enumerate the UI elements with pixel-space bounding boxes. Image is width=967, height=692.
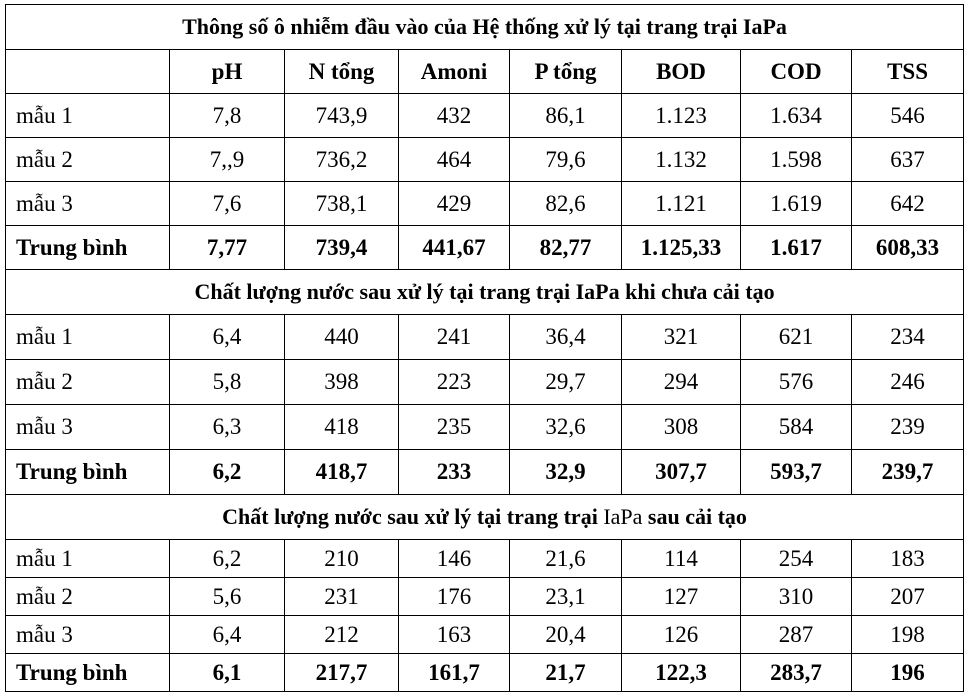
cell-label: mẫu 1 (6, 94, 170, 138)
column-header-ammonium: Amoni (399, 50, 510, 94)
cell-bod: 1.121 (622, 182, 741, 226)
cell-n-total: 231 (285, 578, 399, 616)
average-cell-bod: 1.125,33 (622, 226, 741, 270)
cell-n-total: 210 (285, 540, 399, 578)
cell-ammonium: 429 (399, 182, 510, 226)
column-header-bod: BOD (622, 50, 741, 94)
average-cell-ammonium: 441,67 (399, 226, 510, 270)
table-row (6, 138, 964, 182)
cell-label: mẫu 1 (6, 540, 170, 578)
table-body (6, 5, 964, 692)
section-title-row (6, 5, 964, 50)
average-cell-label: Trung bình (6, 654, 170, 692)
cell-n-total: 418 (285, 405, 399, 450)
cell-label: mẫu 2 (6, 138, 170, 182)
average-row (6, 450, 964, 495)
cell-tss: 239 (852, 405, 964, 450)
section-title-row (6, 270, 964, 315)
cell-tss: 246 (852, 360, 964, 405)
cell-ph: 5,6 (170, 578, 285, 616)
cell-cod: 287 (741, 616, 852, 654)
cell-ammonium: 163 (399, 616, 510, 654)
section-title-part: IaPa (603, 504, 643, 529)
cell-n-total: 743,9 (285, 94, 399, 138)
column-header-tss: TSS (852, 50, 964, 94)
cell-cod: 576 (741, 360, 852, 405)
average-cell-tss: 196 (852, 654, 964, 692)
cell-n-total: 212 (285, 616, 399, 654)
cell-label: mẫu 3 (6, 616, 170, 654)
cell-p-total: 79,6 (510, 138, 622, 182)
section-title-part: Chất lượng nước sau xử lý tại trang trại (222, 504, 604, 529)
cell-ph: 7,6 (170, 182, 285, 226)
cell-tss: 546 (852, 94, 964, 138)
cell-bod: 127 (622, 578, 741, 616)
cell-tss: 637 (852, 138, 964, 182)
water-quality-table (5, 4, 964, 692)
cell-cod: 621 (741, 315, 852, 360)
cell-tss: 207 (852, 578, 964, 616)
cell-ammonium: 223 (399, 360, 510, 405)
cell-cod: 310 (741, 578, 852, 616)
cell-p-total: 21,6 (510, 540, 622, 578)
cell-tss: 198 (852, 616, 964, 654)
cell-bod: 114 (622, 540, 741, 578)
cell-label: mẫu 2 (6, 578, 170, 616)
average-cell-cod: 1.617 (741, 226, 852, 270)
cell-p-total: 82,6 (510, 182, 622, 226)
average-cell-n-total: 217,7 (285, 654, 399, 692)
average-cell-cod: 593,7 (741, 450, 852, 495)
column-header-p-total: P tổng (510, 50, 622, 94)
cell-p-total: 36,4 (510, 315, 622, 360)
column-header-empty (6, 50, 170, 94)
average-cell-label: Trung bình (6, 226, 170, 270)
table-row (6, 315, 964, 360)
average-cell-cod: 283,7 (741, 654, 852, 692)
table-row (6, 616, 964, 654)
cell-ph: 7,8 (170, 94, 285, 138)
cell-bod: 1.132 (622, 138, 741, 182)
average-cell-label: Trung bình (6, 450, 170, 495)
column-header-row (6, 50, 964, 94)
average-cell-ph: 6,1 (170, 654, 285, 692)
average-cell-ammonium: 233 (399, 450, 510, 495)
table-row (6, 540, 964, 578)
average-cell-ph: 6,2 (170, 450, 285, 495)
cell-ammonium: 146 (399, 540, 510, 578)
cell-cod: 254 (741, 540, 852, 578)
cell-p-total: 86,1 (510, 94, 622, 138)
average-cell-n-total: 739,4 (285, 226, 399, 270)
cell-tss: 183 (852, 540, 964, 578)
cell-n-total: 738,1 (285, 182, 399, 226)
average-cell-ammonium: 161,7 (399, 654, 510, 692)
average-cell-bod: 122,3 (622, 654, 741, 692)
cell-n-total: 398 (285, 360, 399, 405)
cell-p-total: 20,4 (510, 616, 622, 654)
section-title-part: sau cải tạo (642, 504, 747, 529)
cell-p-total: 29,7 (510, 360, 622, 405)
cell-ph: 6,2 (170, 540, 285, 578)
average-cell-bod: 307,7 (622, 450, 741, 495)
table-row (6, 360, 964, 405)
column-header-cod: COD (741, 50, 852, 94)
table-row (6, 405, 964, 450)
average-cell-ph: 7,77 (170, 226, 285, 270)
cell-tss: 234 (852, 315, 964, 360)
cell-ph: 5,8 (170, 360, 285, 405)
table-row (6, 578, 964, 616)
average-cell-n-total: 418,7 (285, 450, 399, 495)
cell-p-total: 23,1 (510, 578, 622, 616)
cell-bod: 308 (622, 405, 741, 450)
column-header-n-total: N tổng (285, 50, 399, 94)
table-row (6, 182, 964, 226)
cell-n-total: 736,2 (285, 138, 399, 182)
cell-cod: 1.619 (741, 182, 852, 226)
average-cell-tss: 608,33 (852, 226, 964, 270)
cell-ammonium: 241 (399, 315, 510, 360)
average-cell-p-total: 82,77 (510, 226, 622, 270)
cell-ph: 7,,9 (170, 138, 285, 182)
average-row (6, 654, 964, 692)
average-cell-p-total: 21,7 (510, 654, 622, 692)
cell-n-total: 440 (285, 315, 399, 360)
cell-cod: 584 (741, 405, 852, 450)
average-cell-tss: 239,7 (852, 450, 964, 495)
cell-p-total: 32,6 (510, 405, 622, 450)
average-row (6, 226, 964, 270)
cell-ammonium: 235 (399, 405, 510, 450)
section-title-untreated: Chất lượng nước sau xử lý tại trang trại IaPa khi chưa cải tạo (6, 270, 964, 315)
cell-ph: 6,4 (170, 616, 285, 654)
section-title-row (6, 495, 964, 540)
cell-tss: 642 (852, 182, 964, 226)
cell-label: mẫu 3 (6, 405, 170, 450)
cell-label: mẫu 1 (6, 315, 170, 360)
section-title-input: Thông số ô nhiễm đầu vào của Hệ thống xử lý tại trang trại IaPa (6, 5, 964, 50)
column-header-ph: pH (170, 50, 285, 94)
cell-bod: 321 (622, 315, 741, 360)
cell-ammonium: 464 (399, 138, 510, 182)
cell-ammonium: 176 (399, 578, 510, 616)
table-row (6, 94, 964, 138)
cell-label: mẫu 2 (6, 360, 170, 405)
cell-bod: 1.123 (622, 94, 741, 138)
cell-label: mẫu 3 (6, 182, 170, 226)
cell-ammonium: 432 (399, 94, 510, 138)
average-cell-p-total: 32,9 (510, 450, 622, 495)
cell-ph: 6,4 (170, 315, 285, 360)
cell-cod: 1.598 (741, 138, 852, 182)
cell-bod: 294 (622, 360, 741, 405)
cell-ph: 6,3 (170, 405, 285, 450)
cell-bod: 126 (622, 616, 741, 654)
section-title-treated (6, 495, 964, 540)
cell-cod: 1.634 (741, 94, 852, 138)
